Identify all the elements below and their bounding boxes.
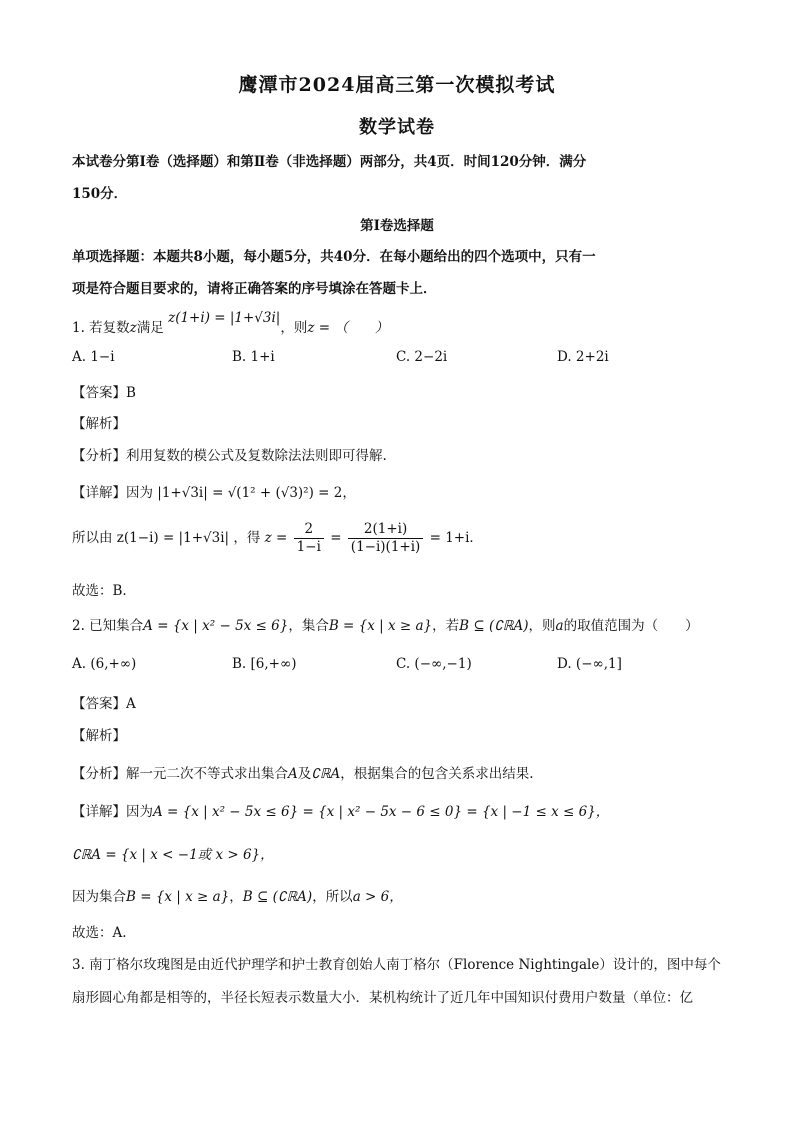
section-instruction-1: 单项选择题：本题共8小题，每小题5分，共40分．在每小题给出的四个选项中，只有一 <box>72 249 596 265</box>
q2-setA: A = {x | x² − 5x ≤ 6} <box>143 618 289 634</box>
q1-so-line: 所以由 z(1−i) = |1+√3i| ，得 z = $\frac{2}{1-i}$ = $\frac{2(1+i)}{(1-i)(1+i)}$ = 1+i． <box>72 521 483 555</box>
q2-detail: 【详解】因为A = {x | x² − 5x ≤ 6} = {x | x² − 5x − 6 ≤ 0} = {x | −1 ≤ x ≤ 6}， <box>72 804 610 820</box>
q3-line-2: 扇形圆心角都是相等的，半径长短表示数量大小．某机构统计了近几年中国知识付费用户数量（单位：亿 <box>72 990 693 1006</box>
q2-option-b: B. [6,+∞) <box>232 656 297 672</box>
q1-so-expr: z(1−i) = |1+√3i| <box>116 530 230 546</box>
intro-line-2: 150分． <box>72 186 128 202</box>
q1-so-mid: ，得 <box>233 530 261 546</box>
q2-fenxi: 【分析】解一元二次不等式求出集合A及∁ℝA，根据集合的包含关系求出结果. <box>72 766 534 782</box>
q2-detail-expr: A = {x | x² − 5x ≤ 6} = {x | x² − 5x − 6 ≤ 0} = {x | −1 ≤ x ≤ 6}， <box>153 804 610 820</box>
q1-option-a: A. 1−i <box>72 349 115 365</box>
q1-option-b: B. 1+i <box>232 349 275 365</box>
q1-fenxi: 【分析】利用复数的模公式及复数除法法则即可得解. <box>72 448 387 464</box>
section-heading: 第Ⅰ卷选择题 <box>360 218 434 234</box>
exam-title: 鹰潭市2024届高三第一次模拟考试 <box>238 74 556 96</box>
q2-cond: B ⊆ (∁ℝA) <box>459 618 529 634</box>
q1-detail-label: 【详解】因为 <box>72 485 153 501</box>
q2-option-a: A. (6,+∞) <box>72 656 137 672</box>
q1-so-end: = 1+i． <box>429 530 483 546</box>
section-instruction-2: 项是符合题目要求的，请将正确答案的序号填涂在答题卡上． <box>72 281 437 297</box>
q2-option-d: D. (−∞,1] <box>557 656 622 672</box>
q1-fraction-1: $\frac{2}{1-i}$ <box>294 521 324 556</box>
q2-because: 因为集合B = {x | x ≥ a}，B ⊆ (∁ℝA)，所以a > 6， <box>72 889 403 905</box>
q1-detail <box>72 481 356 501</box>
q2-complement: ∁ℝA = {x | x < −1或 x > 6}， <box>72 847 274 863</box>
q1-fraction-2: $\frac{2(1+i)}{(1-i)(1+i)}$ <box>348 521 424 556</box>
q1-choose: 故选：B. <box>72 583 127 599</box>
q2-choose: 故选：A. <box>72 925 127 941</box>
q1-stem-mid: 满足 <box>136 320 164 336</box>
q1-equation: z(1+i) = |1+√3i| <box>168 310 281 326</box>
q1-stem-end: z = （ ） <box>307 320 389 336</box>
q1-option-d: D. 2+2i <box>557 349 609 365</box>
q1-answer: 【答案】B <box>72 385 136 401</box>
q2-stem: 2. 已知集合A = {x | x² − 5x ≤ 6}，集合B = {x | x ≥ a}，若B ⊆ (∁ℝA)，则a的取值范围为（ ） <box>72 618 699 634</box>
q2-option-c: C. (−∞,−1) <box>396 656 472 672</box>
q1-stem-pre: 1. 若复数 <box>72 320 130 336</box>
q2-setB: B = {x | x ≥ a} <box>328 618 433 634</box>
q1-var: z <box>129 320 137 336</box>
q1-analysis-label: 【解析】 <box>72 416 126 432</box>
q1-option-c: C. 2−2i <box>396 349 448 365</box>
q3-line-1: 3. 南丁格尔玫瑰图是由近代护理学和护士教育创始人南丁格尔（Florence Nightingale）设计的，图中每个 <box>72 957 721 973</box>
intro-line-1: 本试卷分第Ⅰ卷（选择题）和第Ⅱ卷（非选择题）两部分，共4页．时间120分钟．满分 <box>72 154 587 170</box>
q2-answer: 【答案】A <box>72 696 136 712</box>
q1-detail-expr: |1+√3i| = √(1² + (√3)²) = 2， <box>157 485 356 501</box>
q1-stem-post: ，则 <box>280 320 308 336</box>
q1-so-pre: 所以由 <box>72 530 113 546</box>
exam-subtitle: 数学试卷 <box>359 117 435 138</box>
q1-stem <box>72 310 389 336</box>
q2-analysis-label: 【解析】 <box>72 728 126 744</box>
